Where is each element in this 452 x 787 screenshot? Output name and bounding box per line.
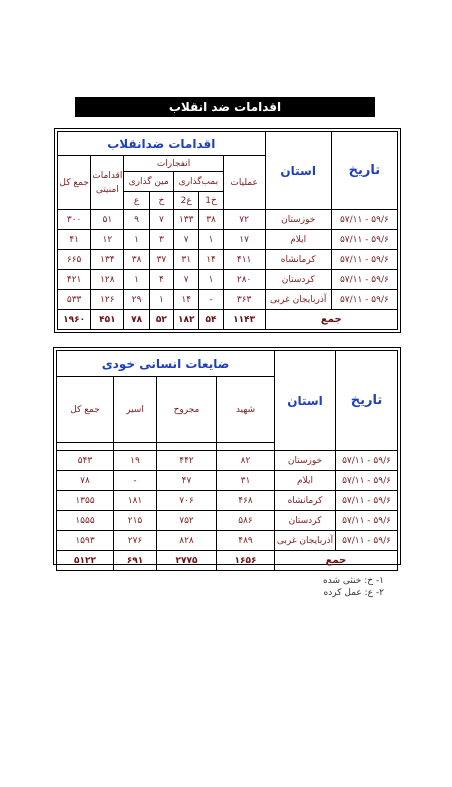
row-province: آذربایجان غربی	[265, 290, 331, 310]
row-bombing-detonated: ۷	[174, 270, 199, 290]
row-mine-defused: ۴	[149, 270, 173, 290]
human-losses-table-frame	[53, 347, 401, 565]
table1-title: اقدامات ضدانقلاب	[58, 132, 266, 156]
row-martyr: ۳۱	[217, 471, 275, 491]
row-security: ۵۱	[91, 210, 124, 230]
row-mine-detonated: ۹	[124, 210, 149, 230]
row-mine-defused: ۳۷	[149, 250, 173, 270]
row-bombing-detonated: ۱۳۳	[174, 210, 199, 230]
row-security: ۱۳۴	[91, 250, 124, 270]
row-captive: ۲۷۶	[114, 531, 157, 551]
row-date: ۵۷/۱۱ - ۵۹/۶	[331, 250, 397, 270]
row-date: ۵۷/۱۱ - ۵۹/۶	[331, 270, 397, 290]
header-grand-total: جمع کل	[58, 156, 91, 210]
row-operations: ۳۶۳	[223, 290, 265, 310]
row-martyr: ۵۸۶	[217, 511, 275, 531]
row-bombing-detonated: ۳۱	[174, 250, 199, 270]
row-bombing-defused: ۱۴	[199, 250, 223, 270]
header-injured: مجروح	[157, 377, 217, 443]
row-province: کرمانشاه	[275, 491, 336, 511]
row-security: ۱۲۶	[91, 290, 124, 310]
counter-revolution-table-frame	[54, 128, 401, 333]
header-province: استان	[265, 132, 331, 210]
row-mine-detonated: ۲۹	[124, 290, 149, 310]
row-date: ۵۷/۱۱ - ۵۹/۶	[331, 230, 397, 250]
row-bombing-defused: -	[199, 290, 223, 310]
header-bombing: بمب‌گذاری	[174, 172, 224, 192]
sum-mine-defused: ۵۲	[149, 310, 173, 330]
table-row	[57, 471, 398, 491]
table-row	[57, 451, 398, 471]
row-injured: ۷۰۶	[157, 491, 217, 511]
row-captive: -	[114, 471, 157, 491]
sum-bombing-detonated: ۱۸۲	[174, 310, 199, 330]
row-bombing-detonated: ۱۴	[174, 290, 199, 310]
row-province: ایلام	[275, 471, 336, 491]
table-row	[58, 210, 398, 230]
sum-row	[58, 310, 398, 330]
header-martyr: شهید	[217, 377, 275, 443]
row-date: ۵۷/۱۱ - ۵۹/۶	[336, 451, 398, 471]
row-province: کردستان	[275, 511, 336, 531]
header-date: تاریخ	[336, 351, 398, 451]
row-province: آذربایجان غربی	[275, 531, 336, 551]
sum-total: ۵۱۲۲	[57, 551, 114, 571]
sum-row	[57, 551, 398, 571]
row-operations: ۱۷	[223, 230, 265, 250]
row-mine-detonated: ۳۸	[124, 250, 149, 270]
row-mine-defused: ۳	[149, 230, 173, 250]
sum-injured: ۲۷۷۵	[157, 551, 217, 571]
header-security-actions: اقدامات امنیتی	[91, 156, 124, 210]
row-injured: ۷۵۲	[157, 511, 217, 531]
sum-operations: ۱۱۴۳	[223, 310, 265, 330]
header-grand-total: جمع کل	[57, 377, 114, 443]
row-mine-detonated: ۱	[124, 230, 149, 250]
row-date: ۵۷/۱۱ - ۵۹/۶	[331, 210, 397, 230]
header-explosions: انفجارات	[124, 156, 223, 172]
row-injured: ۸۲۸	[157, 531, 217, 551]
sum-captive: ۶۹۱	[114, 551, 157, 571]
row-total: ۳۰۰	[58, 210, 91, 230]
header-mine-defused: خ	[149, 192, 173, 210]
row-province: کردستان	[265, 270, 331, 290]
row-operations: ۴۱۱	[223, 250, 265, 270]
row-martyr: ۴۸۹	[217, 531, 275, 551]
row-total: ۶۶۵	[58, 250, 91, 270]
row-bombing-defused: ۱	[199, 270, 223, 290]
row-province: خوزستان	[265, 210, 331, 230]
row-province: ایلام	[265, 230, 331, 250]
header-mine-detonated: ع	[124, 192, 149, 210]
table-row	[57, 511, 398, 531]
header-bombing-defused: خ1	[199, 192, 223, 210]
row-captive: ۲۱۵	[114, 511, 157, 531]
row-captive: ۱۹	[114, 451, 157, 471]
row-mine-defused: ۷	[149, 210, 173, 230]
row-mine-defused: ۱	[149, 290, 173, 310]
row-province: خوزستان	[275, 451, 336, 471]
row-total: ۴۲۱	[58, 270, 91, 290]
row-bombing-defused: ۳۸	[199, 210, 223, 230]
human-losses-table	[56, 350, 398, 571]
footnote-detonated: ۲- ع: عمل کرده	[323, 588, 384, 598]
row-martyr: ۸۲	[217, 451, 275, 471]
sum-mine-detonated: ۷۸	[124, 310, 149, 330]
row-total: ۷۸	[57, 471, 114, 491]
row-total: ۱۵۹۳	[57, 531, 114, 551]
row-mine-detonated: ۱	[124, 270, 149, 290]
header-operations: عملیات	[223, 156, 265, 210]
row-security: ۱۲	[91, 230, 124, 250]
table-row	[58, 290, 398, 310]
row-martyr: ۴۶۸	[217, 491, 275, 511]
row-date: ۵۷/۱۱ - ۵۹/۶	[336, 491, 398, 511]
row-security: ۱۲۸	[91, 270, 124, 290]
header-captive: اسیر	[114, 377, 157, 443]
footnotes	[323, 575, 384, 599]
row-injured: ۴۴۲	[157, 451, 217, 471]
row-total: ۵۳۳	[58, 290, 91, 310]
page-title: اقدامات ضد انقلاب	[75, 97, 375, 117]
counter-revolution-table	[57, 131, 398, 330]
sum-label: جمع	[265, 310, 397, 330]
row-province: کرمانشاه	[265, 250, 331, 270]
row-bombing-detonated: ۷	[174, 230, 199, 250]
header-bombing-detonated: ع2	[174, 192, 199, 210]
row-bombing-defused: ۱	[199, 230, 223, 250]
table2-title: ضایعات انسانی خودی	[57, 351, 275, 377]
row-total: ۴۱	[58, 230, 91, 250]
row-total: ۵۴۳	[57, 451, 114, 471]
row-operations: ۲۸۰	[223, 270, 265, 290]
row-total: ۱۵۵۵	[57, 511, 114, 531]
sum-total: ۱۹۶۰	[58, 310, 91, 330]
row-injured: ۴۷	[157, 471, 217, 491]
row-date: ۵۷/۱۱ - ۵۹/۶	[331, 290, 397, 310]
header-province: استان	[275, 351, 336, 451]
row-total: ۱۳۵۵	[57, 491, 114, 511]
table-row	[58, 250, 398, 270]
table-row	[57, 491, 398, 511]
table-row	[57, 531, 398, 551]
row-date: ۵۷/۱۱ - ۵۹/۶	[336, 511, 398, 531]
table-row	[58, 230, 398, 250]
header-mine-laying: مین گذاری	[124, 172, 174, 192]
row-date: ۵۷/۱۱ - ۵۹/۶	[336, 471, 398, 491]
row-date: ۵۷/۱۱ - ۵۹/۶	[336, 531, 398, 551]
footnote-defused: ۱- خ: خنثی شده	[323, 576, 384, 586]
sum-security: ۴۵۱	[91, 310, 124, 330]
row-operations: ۷۲	[223, 210, 265, 230]
table-row	[58, 270, 398, 290]
sum-martyr: ۱۶۵۶	[217, 551, 275, 571]
sum-bombing-defused: ۵۴	[199, 310, 223, 330]
header-date: تاریخ	[331, 132, 397, 210]
row-captive: ۱۸۱	[114, 491, 157, 511]
sum-label: جمع	[275, 551, 398, 571]
